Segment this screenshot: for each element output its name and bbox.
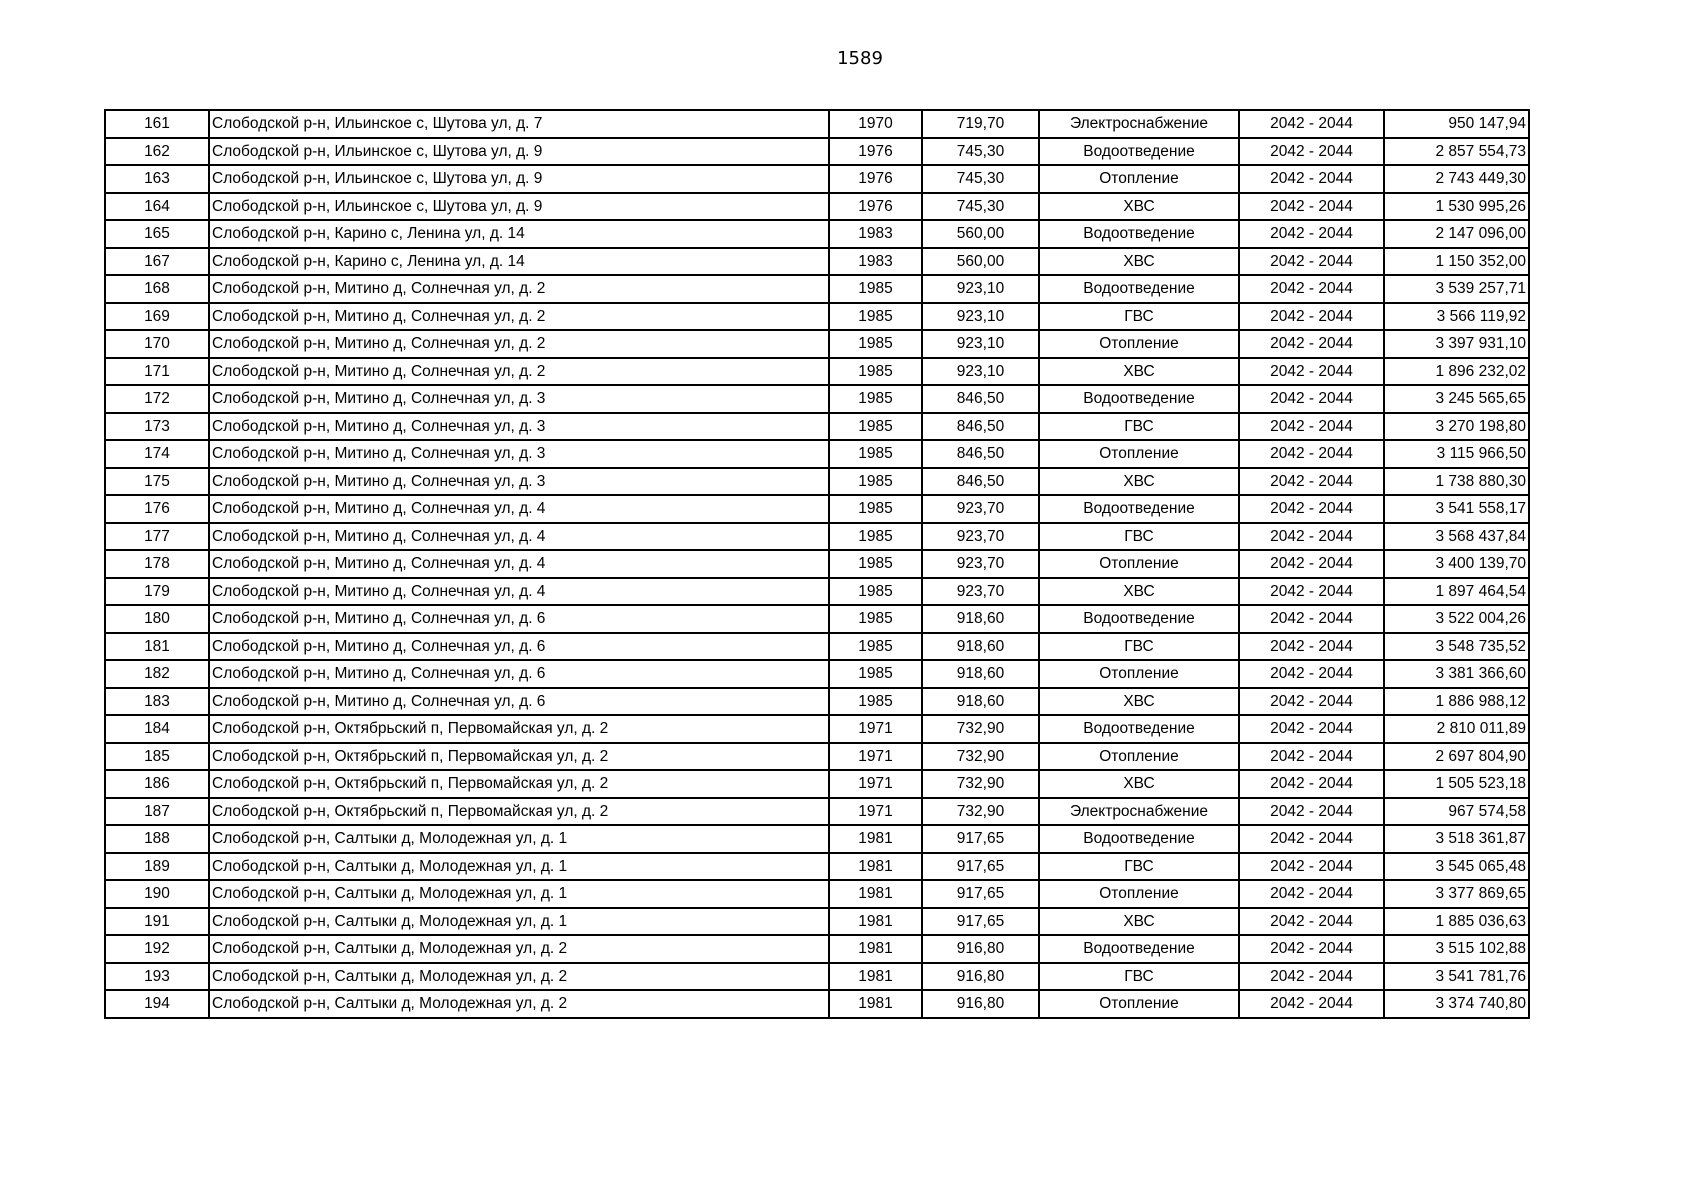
- period-cell: 2042 - 2044: [1239, 248, 1384, 276]
- row-number-cell: 182: [105, 660, 209, 688]
- period-cell: 2042 - 2044: [1239, 550, 1384, 578]
- work-type-cell: Водоотведение: [1039, 715, 1239, 743]
- table-row: [105, 413, 1529, 441]
- period-cell: 2042 - 2044: [1239, 110, 1384, 138]
- build-year-cell: 1981: [829, 825, 922, 853]
- work-type-cell: Отопление: [1039, 550, 1239, 578]
- cost-cell: 1 738 880,30: [1384, 468, 1529, 496]
- row-number-cell: 193: [105, 963, 209, 991]
- table-row: [105, 605, 1529, 633]
- table-row: [105, 990, 1529, 1018]
- address-cell: Слободской р-н, Митино д, Солнечная ул, д. 6: [209, 660, 829, 688]
- cost-cell: 3 400 139,70: [1384, 550, 1529, 578]
- cost-cell: 2 147 096,00: [1384, 220, 1529, 248]
- area-cell: 732,90: [922, 770, 1039, 798]
- area-cell: 918,60: [922, 605, 1039, 633]
- work-type-cell: Водоотведение: [1039, 220, 1239, 248]
- period-cell: 2042 - 2044: [1239, 495, 1384, 523]
- address-cell: Слободской р-н, Митино д, Солнечная ул, д. 6: [209, 633, 829, 661]
- address-cell: Слободской р-н, Октябрьский п, Первомайская ул, д. 2: [209, 743, 829, 771]
- build-year-cell: 1981: [829, 935, 922, 963]
- work-type-cell: Водоотведение: [1039, 275, 1239, 303]
- area-cell: 917,65: [922, 825, 1039, 853]
- cost-cell: 1 885 036,63: [1384, 908, 1529, 936]
- cost-cell: 967 574,58: [1384, 798, 1529, 826]
- period-cell: 2042 - 2044: [1239, 935, 1384, 963]
- build-year-cell: 1971: [829, 770, 922, 798]
- row-number-cell: 174: [105, 440, 209, 468]
- area-cell: 916,80: [922, 935, 1039, 963]
- build-year-cell: 1981: [829, 853, 922, 881]
- build-year-cell: 1971: [829, 798, 922, 826]
- table-row: [105, 303, 1529, 331]
- area-cell: 745,30: [922, 165, 1039, 193]
- table-row: [105, 440, 1529, 468]
- build-year-cell: 1985: [829, 495, 922, 523]
- area-cell: 923,10: [922, 330, 1039, 358]
- area-cell: 560,00: [922, 248, 1039, 276]
- area-cell: 732,90: [922, 715, 1039, 743]
- row-number-cell: 189: [105, 853, 209, 881]
- address-cell: Слободской р-н, Митино д, Солнечная ул, д. 3: [209, 440, 829, 468]
- cost-cell: 3 245 565,65: [1384, 385, 1529, 413]
- repair-schedule-table: [104, 109, 1530, 1019]
- build-year-cell: 1985: [829, 660, 922, 688]
- address-cell: Слободской р-н, Карино с, Ленина ул, д. 14: [209, 248, 829, 276]
- table-row: [105, 715, 1529, 743]
- work-type-cell: Водоотведение: [1039, 605, 1239, 633]
- row-number-cell: 172: [105, 385, 209, 413]
- row-number-cell: 194: [105, 990, 209, 1018]
- address-cell: Слободской р-н, Ильинское с, Шутова ул, д. 9: [209, 165, 829, 193]
- cost-cell: 950 147,94: [1384, 110, 1529, 138]
- build-year-cell: 1985: [829, 330, 922, 358]
- table-row: [105, 165, 1529, 193]
- cost-cell: 3 397 931,10: [1384, 330, 1529, 358]
- address-cell: Слободской р-н, Ильинское с, Шутова ул, д. 7: [209, 110, 829, 138]
- build-year-cell: 1981: [829, 908, 922, 936]
- address-cell: Слободской р-н, Салтыки д, Молодежная ул, д. 2: [209, 935, 829, 963]
- period-cell: 2042 - 2044: [1239, 605, 1384, 633]
- area-cell: 916,80: [922, 990, 1039, 1018]
- cost-cell: 3 539 257,71: [1384, 275, 1529, 303]
- build-year-cell: 1985: [829, 440, 922, 468]
- cost-cell: 3 541 558,17: [1384, 495, 1529, 523]
- build-year-cell: 1970: [829, 110, 922, 138]
- address-cell: Слободской р-н, Ильинское с, Шутова ул, д. 9: [209, 193, 829, 221]
- address-cell: Слободской р-н, Митино д, Солнечная ул, д. 2: [209, 303, 829, 331]
- period-cell: 2042 - 2044: [1239, 165, 1384, 193]
- work-type-cell: ХВС: [1039, 770, 1239, 798]
- period-cell: 2042 - 2044: [1239, 440, 1384, 468]
- area-cell: 917,65: [922, 853, 1039, 881]
- row-number-cell: 161: [105, 110, 209, 138]
- build-year-cell: 1976: [829, 138, 922, 166]
- row-number-cell: 162: [105, 138, 209, 166]
- table-row: [105, 853, 1529, 881]
- build-year-cell: 1985: [829, 358, 922, 386]
- work-type-cell: ГВС: [1039, 413, 1239, 441]
- build-year-cell: 1985: [829, 523, 922, 551]
- area-cell: 917,65: [922, 908, 1039, 936]
- cost-cell: 3 568 437,84: [1384, 523, 1529, 551]
- area-cell: 917,65: [922, 880, 1039, 908]
- area-cell: 846,50: [922, 468, 1039, 496]
- build-year-cell: 1985: [829, 303, 922, 331]
- address-cell: Слободской р-н, Митино д, Солнечная ул, д. 2: [209, 275, 829, 303]
- cost-cell: 1 505 523,18: [1384, 770, 1529, 798]
- cost-cell: 3 115 966,50: [1384, 440, 1529, 468]
- row-number-cell: 173: [105, 413, 209, 441]
- row-number-cell: 191: [105, 908, 209, 936]
- work-type-cell: ГВС: [1039, 963, 1239, 991]
- work-type-cell: Отопление: [1039, 330, 1239, 358]
- address-cell: Слободской р-н, Октябрьский п, Первомайская ул, д. 2: [209, 770, 829, 798]
- work-type-cell: Водоотведение: [1039, 138, 1239, 166]
- period-cell: 2042 - 2044: [1239, 358, 1384, 386]
- address-cell: Слободской р-н, Митино д, Солнечная ул, д. 3: [209, 468, 829, 496]
- table-row: [105, 330, 1529, 358]
- address-cell: Слободской р-н, Салтыки д, Молодежная ул, д. 1: [209, 825, 829, 853]
- area-cell: 923,70: [922, 523, 1039, 551]
- cost-cell: 3 515 102,88: [1384, 935, 1529, 963]
- area-cell: 918,60: [922, 688, 1039, 716]
- cost-cell: 3 270 198,80: [1384, 413, 1529, 441]
- cost-cell: 3 374 740,80: [1384, 990, 1529, 1018]
- table-row: [105, 633, 1529, 661]
- table-row: [105, 138, 1529, 166]
- cost-cell: 1 150 352,00: [1384, 248, 1529, 276]
- period-cell: 2042 - 2044: [1239, 523, 1384, 551]
- row-number-cell: 190: [105, 880, 209, 908]
- cost-cell: 3 381 366,60: [1384, 660, 1529, 688]
- cost-cell: 3 548 735,52: [1384, 633, 1529, 661]
- period-cell: 2042 - 2044: [1239, 743, 1384, 771]
- build-year-cell: 1985: [829, 605, 922, 633]
- table-row: [105, 523, 1529, 551]
- area-cell: 732,90: [922, 798, 1039, 826]
- table-row: [105, 578, 1529, 606]
- period-cell: 2042 - 2044: [1239, 220, 1384, 248]
- work-type-cell: ГВС: [1039, 303, 1239, 331]
- address-cell: Слободской р-н, Салтыки д, Молодежная ул, д. 1: [209, 908, 829, 936]
- work-type-cell: ХВС: [1039, 248, 1239, 276]
- cost-cell: 1 896 232,02: [1384, 358, 1529, 386]
- table-row: [105, 908, 1529, 936]
- row-number-cell: 183: [105, 688, 209, 716]
- build-year-cell: 1983: [829, 220, 922, 248]
- build-year-cell: 1976: [829, 165, 922, 193]
- period-cell: 2042 - 2044: [1239, 385, 1384, 413]
- address-cell: Слободской р-н, Митино д, Солнечная ул, д. 2: [209, 330, 829, 358]
- period-cell: 2042 - 2044: [1239, 413, 1384, 441]
- table-row: [105, 743, 1529, 771]
- table-row: [105, 220, 1529, 248]
- work-type-cell: Отопление: [1039, 880, 1239, 908]
- table-row: [105, 358, 1529, 386]
- period-cell: 2042 - 2044: [1239, 963, 1384, 991]
- build-year-cell: 1981: [829, 963, 922, 991]
- area-cell: 745,30: [922, 138, 1039, 166]
- row-number-cell: 178: [105, 550, 209, 578]
- address-cell: Слободской р-н, Октябрьский п, Первомайская ул, д. 2: [209, 715, 829, 743]
- build-year-cell: 1985: [829, 688, 922, 716]
- period-cell: 2042 - 2044: [1239, 578, 1384, 606]
- work-type-cell: Водоотведение: [1039, 825, 1239, 853]
- period-cell: 2042 - 2044: [1239, 138, 1384, 166]
- row-number-cell: 177: [105, 523, 209, 551]
- area-cell: 846,50: [922, 385, 1039, 413]
- work-type-cell: Отопление: [1039, 165, 1239, 193]
- row-number-cell: 167: [105, 248, 209, 276]
- area-cell: 923,10: [922, 303, 1039, 331]
- table-row: [105, 385, 1529, 413]
- period-cell: 2042 - 2044: [1239, 908, 1384, 936]
- address-cell: Слободской р-н, Митино д, Солнечная ул, д. 4: [209, 523, 829, 551]
- cost-cell: 1 530 995,26: [1384, 193, 1529, 221]
- row-number-cell: 186: [105, 770, 209, 798]
- address-cell: Слободской р-н, Митино д, Солнечная ул, д. 4: [209, 550, 829, 578]
- period-cell: 2042 - 2044: [1239, 660, 1384, 688]
- table-row: [105, 550, 1529, 578]
- row-number-cell: 170: [105, 330, 209, 358]
- build-year-cell: 1981: [829, 880, 922, 908]
- area-cell: 732,90: [922, 743, 1039, 771]
- row-number-cell: 168: [105, 275, 209, 303]
- table-row: [105, 880, 1529, 908]
- period-cell: 2042 - 2044: [1239, 825, 1384, 853]
- cost-cell: 2 810 011,89: [1384, 715, 1529, 743]
- address-cell: Слободской р-н, Ильинское с, Шутова ул, д. 9: [209, 138, 829, 166]
- cost-cell: 3 377 869,65: [1384, 880, 1529, 908]
- table-row: [105, 825, 1529, 853]
- work-type-cell: ГВС: [1039, 523, 1239, 551]
- build-year-cell: 1983: [829, 248, 922, 276]
- cost-cell: 2 857 554,73: [1384, 138, 1529, 166]
- build-year-cell: 1981: [829, 990, 922, 1018]
- table-row: [105, 468, 1529, 496]
- build-year-cell: 1971: [829, 743, 922, 771]
- work-type-cell: Водоотведение: [1039, 935, 1239, 963]
- work-type-cell: Отопление: [1039, 743, 1239, 771]
- work-type-cell: ГВС: [1039, 633, 1239, 661]
- build-year-cell: 1985: [829, 578, 922, 606]
- table-row: [105, 963, 1529, 991]
- cost-cell: 3 518 361,87: [1384, 825, 1529, 853]
- table-row: [105, 935, 1529, 963]
- cost-cell: 1 886 988,12: [1384, 688, 1529, 716]
- table-body: [105, 110, 1529, 1018]
- work-type-cell: ХВС: [1039, 688, 1239, 716]
- work-type-cell: Электроснабжение: [1039, 110, 1239, 138]
- period-cell: 2042 - 2044: [1239, 880, 1384, 908]
- address-cell: Слободской р-н, Карино с, Ленина ул, д. 14: [209, 220, 829, 248]
- row-number-cell: 192: [105, 935, 209, 963]
- cost-cell: 3 566 119,92: [1384, 303, 1529, 331]
- area-cell: 916,80: [922, 963, 1039, 991]
- area-cell: 923,70: [922, 495, 1039, 523]
- row-number-cell: 165: [105, 220, 209, 248]
- period-cell: 2042 - 2044: [1239, 688, 1384, 716]
- work-type-cell: ХВС: [1039, 468, 1239, 496]
- row-number-cell: 176: [105, 495, 209, 523]
- period-cell: 2042 - 2044: [1239, 990, 1384, 1018]
- build-year-cell: 1985: [829, 468, 922, 496]
- area-cell: 923,70: [922, 550, 1039, 578]
- address-cell: Слободской р-н, Салтыки д, Молодежная ул, д. 2: [209, 963, 829, 991]
- period-cell: 2042 - 2044: [1239, 303, 1384, 331]
- area-cell: 719,70: [922, 110, 1039, 138]
- build-year-cell: 1985: [829, 633, 922, 661]
- area-cell: 923,10: [922, 275, 1039, 303]
- table-row: [105, 495, 1529, 523]
- build-year-cell: 1971: [829, 715, 922, 743]
- row-number-cell: 188: [105, 825, 209, 853]
- address-cell: Слободской р-н, Митино д, Солнечная ул, д. 6: [209, 605, 829, 633]
- address-cell: Слободской р-н, Октябрьский п, Первомайская ул, д. 2: [209, 798, 829, 826]
- period-cell: 2042 - 2044: [1239, 193, 1384, 221]
- table-row: [105, 770, 1529, 798]
- area-cell: 918,60: [922, 633, 1039, 661]
- table-row: [105, 248, 1529, 276]
- work-type-cell: Водоотведение: [1039, 385, 1239, 413]
- address-cell: Слободской р-н, Салтыки д, Молодежная ул, д. 2: [209, 990, 829, 1018]
- period-cell: 2042 - 2044: [1239, 715, 1384, 743]
- build-year-cell: 1976: [829, 193, 922, 221]
- work-type-cell: Отопление: [1039, 440, 1239, 468]
- table-row: [105, 660, 1529, 688]
- area-cell: 846,50: [922, 413, 1039, 441]
- cost-cell: 3 545 065,48: [1384, 853, 1529, 881]
- cost-cell: 1 897 464,54: [1384, 578, 1529, 606]
- cost-cell: 2 743 449,30: [1384, 165, 1529, 193]
- area-cell: 745,30: [922, 193, 1039, 221]
- row-number-cell: 184: [105, 715, 209, 743]
- table-row: [105, 688, 1529, 716]
- row-number-cell: 181: [105, 633, 209, 661]
- row-number-cell: 163: [105, 165, 209, 193]
- period-cell: 2042 - 2044: [1239, 853, 1384, 881]
- page-number: 1589: [837, 48, 883, 69]
- row-number-cell: 185: [105, 743, 209, 771]
- table-row: [105, 798, 1529, 826]
- period-cell: 2042 - 2044: [1239, 633, 1384, 661]
- cost-cell: 3 522 004,26: [1384, 605, 1529, 633]
- area-cell: 923,70: [922, 578, 1039, 606]
- address-cell: Слободской р-н, Митино д, Солнечная ул, д. 4: [209, 578, 829, 606]
- table-row: [105, 275, 1529, 303]
- work-type-cell: ХВС: [1039, 908, 1239, 936]
- area-cell: 560,00: [922, 220, 1039, 248]
- row-number-cell: 180: [105, 605, 209, 633]
- address-cell: Слободской р-н, Митино д, Солнечная ул, д. 6: [209, 688, 829, 716]
- build-year-cell: 1985: [829, 275, 922, 303]
- address-cell: Слободской р-н, Салтыки д, Молодежная ул, д. 1: [209, 880, 829, 908]
- area-cell: 923,10: [922, 358, 1039, 386]
- build-year-cell: 1985: [829, 413, 922, 441]
- area-cell: 918,60: [922, 660, 1039, 688]
- address-cell: Слободской р-н, Митино д, Солнечная ул, д. 3: [209, 413, 829, 441]
- build-year-cell: 1985: [829, 550, 922, 578]
- period-cell: 2042 - 2044: [1239, 770, 1384, 798]
- cost-cell: 3 541 781,76: [1384, 963, 1529, 991]
- work-type-cell: Электроснабжение: [1039, 798, 1239, 826]
- address-cell: Слободской р-н, Митино д, Солнечная ул, д. 2: [209, 358, 829, 386]
- work-type-cell: Отопление: [1039, 660, 1239, 688]
- work-type-cell: ХВС: [1039, 193, 1239, 221]
- cost-cell: 2 697 804,90: [1384, 743, 1529, 771]
- row-number-cell: 179: [105, 578, 209, 606]
- row-number-cell: 175: [105, 468, 209, 496]
- row-number-cell: 164: [105, 193, 209, 221]
- table-row: [105, 110, 1529, 138]
- period-cell: 2042 - 2044: [1239, 275, 1384, 303]
- address-cell: Слободской р-н, Салтыки д, Молодежная ул, д. 1: [209, 853, 829, 881]
- row-number-cell: 187: [105, 798, 209, 826]
- table-row: [105, 193, 1529, 221]
- period-cell: 2042 - 2044: [1239, 798, 1384, 826]
- work-type-cell: ХВС: [1039, 578, 1239, 606]
- address-cell: Слободской р-н, Митино д, Солнечная ул, д. 3: [209, 385, 829, 413]
- work-type-cell: ХВС: [1039, 358, 1239, 386]
- work-type-cell: Водоотведение: [1039, 495, 1239, 523]
- row-number-cell: 171: [105, 358, 209, 386]
- row-number-cell: 169: [105, 303, 209, 331]
- period-cell: 2042 - 2044: [1239, 330, 1384, 358]
- period-cell: 2042 - 2044: [1239, 468, 1384, 496]
- address-cell: Слободской р-н, Митино д, Солнечная ул, д. 4: [209, 495, 829, 523]
- area-cell: 846,50: [922, 440, 1039, 468]
- work-type-cell: ГВС: [1039, 853, 1239, 881]
- build-year-cell: 1985: [829, 385, 922, 413]
- work-type-cell: Отопление: [1039, 990, 1239, 1018]
